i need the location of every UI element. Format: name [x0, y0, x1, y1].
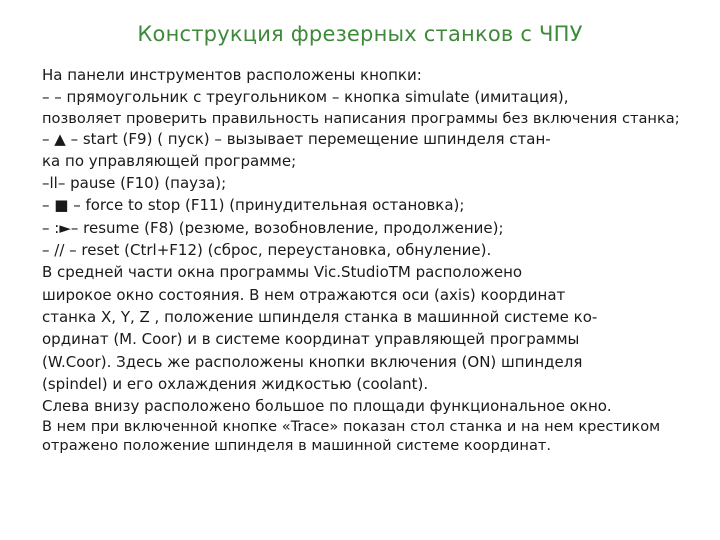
- text-line: (W.Coor). Здесь же расположены кнопки включения (ON) шпинделя: [42, 352, 583, 371]
- text-line: В нем при включенной кнопке «Trace» показан стол станка и на нем крестиком отражено положение шпинделя в машинной системе координат.: [42, 418, 661, 455]
- text-line: позволяет проверить правильность написания программы без включения станка;: [42, 109, 680, 127]
- text-line: – // – reset (Ctrl+F12) (сброс, переустановка, обнуление).: [42, 241, 492, 260]
- text-line: ка по управляющей программе;: [42, 151, 297, 170]
- text-line: Слева внизу расположено большое по площади функциональное окно.: [42, 397, 612, 416]
- slide-body: [42, 64, 692, 455]
- text-line: –ll– pause (F10) (пауза);: [42, 174, 227, 193]
- text-line: – ▲ – start (F9) ( пуск) – вызывает перемещение шпинделя стан-: [42, 129, 551, 148]
- slide-title: Конструкция фрезерных станков с ЧПУ: [137, 22, 583, 46]
- text-line: В средней части окна программы Vic.StudioTM расположено: [42, 263, 523, 282]
- text-line: станка X, Y, Z , положение шпинделя станка в машинной системе ко-: [42, 307, 598, 326]
- text-line: – – прямоугольник с треугольником – кнопка simulate (имитация),: [42, 88, 569, 107]
- text-line: – ■ – force to stop (F11) (принудительная остановка);: [42, 196, 465, 215]
- text-line: ординат (M. Coor) и в системе координат управляющей программы: [42, 330, 580, 349]
- text-line: (spindel) и его охлаждения жидкостью (coolant).: [42, 374, 429, 393]
- text-line: широкое окно состояния. В нем отражаются оси (axis) координат: [42, 285, 566, 304]
- text-line: – :►– resume (F8) (резюме, возобновление, продолжение);: [42, 218, 504, 237]
- text-line: На панели инструментов расположены кнопки:: [42, 66, 422, 84]
